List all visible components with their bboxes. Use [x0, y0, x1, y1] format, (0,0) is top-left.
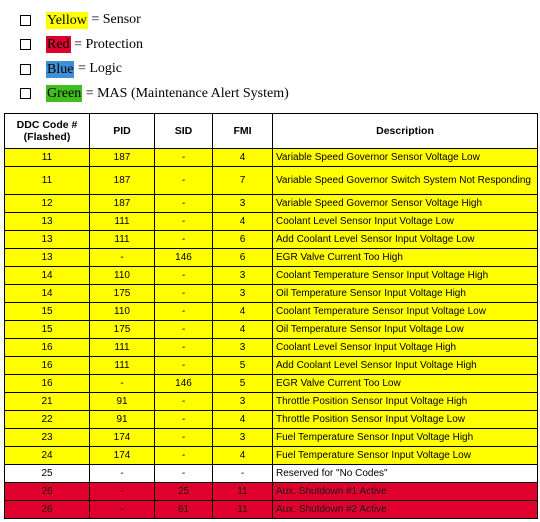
cell-sid: 146	[155, 249, 213, 267]
legend-swatch-red: Red	[47, 37, 70, 53]
header-ddc-code: DDC Code # (Flashed)	[5, 114, 90, 149]
checkbox-icon[interactable]	[20, 88, 31, 99]
cell-fmi: 4	[213, 303, 273, 321]
cell-pid: 91	[90, 393, 155, 411]
header-pid: PID	[90, 114, 155, 149]
table-row	[5, 321, 538, 339]
table-row	[5, 411, 538, 429]
cell-description: Fuel Temperature Sensor Input Voltage High	[273, 429, 538, 447]
cell-ddc-code: 26	[5, 483, 90, 501]
cell-fmi: -	[213, 465, 273, 483]
cell-description: Coolant Level Sensor Input Voltage High	[273, 339, 538, 357]
cell-description: Coolant Temperature Sensor Input Voltage Low	[273, 303, 538, 321]
cell-ddc-code: 16	[5, 375, 90, 393]
header-description: Description	[273, 114, 538, 149]
table-row	[5, 501, 538, 519]
cell-ddc-code: 14	[5, 267, 90, 285]
color-legend	[20, 8, 289, 106]
cell-ddc-code: 21	[5, 393, 90, 411]
cell-ddc-code: 15	[5, 321, 90, 339]
cell-pid: 174	[90, 447, 155, 465]
cell-description: EGR Valve Current Too Low	[273, 375, 538, 393]
table-row	[5, 249, 538, 267]
cell-ddc-code: 24	[5, 447, 90, 465]
cell-sid: -	[155, 465, 213, 483]
cell-description: Variable Speed Governor Sensor Voltage Low	[273, 149, 538, 167]
cell-sid: -	[155, 393, 213, 411]
cell-sid: -	[155, 213, 213, 231]
table-row	[5, 195, 538, 213]
header-fmi: FMI	[213, 114, 273, 149]
cell-ddc-code: 23	[5, 429, 90, 447]
cell-pid: 175	[90, 285, 155, 303]
cell-description: Aux. Shutdown #2 Active	[273, 501, 538, 519]
table-row	[5, 447, 538, 465]
table-row	[5, 357, 538, 375]
cell-fmi: 3	[213, 393, 273, 411]
cell-pid: 174	[90, 429, 155, 447]
cell-sid: 146	[155, 375, 213, 393]
table-row	[5, 375, 538, 393]
checkbox-icon[interactable]	[20, 64, 31, 75]
cell-fmi: 6	[213, 249, 273, 267]
cell-sid: -	[155, 231, 213, 249]
cell-description: Reserved for "No Codes"	[273, 465, 538, 483]
cell-description: EGR Valve Current Too High	[273, 249, 538, 267]
cell-description: Variable Speed Governor Sensor Voltage High	[273, 195, 538, 213]
table-row	[5, 231, 538, 249]
cell-ddc-code: 15	[5, 303, 90, 321]
cell-fmi: 3	[213, 267, 273, 285]
cell-sid: -	[155, 429, 213, 447]
cell-sid: 61	[155, 501, 213, 519]
cell-pid: -	[90, 483, 155, 501]
cell-fmi: 3	[213, 195, 273, 213]
cell-pid: -	[90, 249, 155, 267]
cell-pid: 111	[90, 357, 155, 375]
cell-sid: -	[155, 285, 213, 303]
cell-description: Throttle Position Sensor Input Voltage Low	[273, 411, 538, 429]
cell-pid: 110	[90, 267, 155, 285]
cell-ddc-code: 12	[5, 195, 90, 213]
cell-ddc-code: 13	[5, 249, 90, 267]
cell-pid: -	[90, 465, 155, 483]
cell-sid: -	[155, 357, 213, 375]
table-row	[5, 213, 538, 231]
cell-pid: 111	[90, 339, 155, 357]
cell-pid: -	[90, 501, 155, 519]
table-row	[5, 303, 538, 321]
cell-fmi: 4	[213, 321, 273, 339]
legend-swatch-yellow: Yellow	[47, 12, 87, 28]
cell-fmi: 11	[213, 501, 273, 519]
table-header-row	[5, 114, 538, 149]
cell-description: Fuel Temperature Sensor Input Voltage Low	[273, 447, 538, 465]
cell-ddc-code: 11	[5, 149, 90, 167]
table-row	[5, 167, 538, 195]
checkbox-icon[interactable]	[20, 39, 31, 50]
cell-description: Oil Temperature Sensor Input Voltage Low	[273, 321, 538, 339]
cell-ddc-code: 13	[5, 231, 90, 249]
cell-description: Coolant Temperature Sensor Input Voltage High	[273, 267, 538, 285]
legend-item-blue	[20, 57, 289, 82]
cell-fmi: 6	[213, 231, 273, 249]
cell-sid: -	[155, 195, 213, 213]
cell-fmi: 3	[213, 429, 273, 447]
cell-fmi: 4	[213, 149, 273, 167]
cell-pid: 111	[90, 213, 155, 231]
legend-meaning-mas: = MAS (Maintenance Alert System)	[82, 85, 289, 101]
cell-sid: -	[155, 303, 213, 321]
cell-ddc-code: 26	[5, 501, 90, 519]
legend-swatch-blue: Blue	[47, 61, 74, 77]
cell-description: Oil Temperature Sensor Input Voltage High	[273, 285, 538, 303]
cell-ddc-code: 14	[5, 285, 90, 303]
legend-meaning-sensor: = Sensor	[87, 12, 141, 28]
ddc-code-table	[4, 113, 538, 519]
cell-fmi: 4	[213, 213, 273, 231]
legend-meaning-protection: = Protection	[70, 36, 144, 52]
cell-fmi: 7	[213, 167, 273, 195]
cell-sid: -	[155, 267, 213, 285]
cell-description: Aux. Shutdown #1 Active	[273, 483, 538, 501]
cell-pid: 187	[90, 149, 155, 167]
cell-sid: -	[155, 167, 213, 195]
legend-item-red	[20, 33, 289, 58]
cell-pid: 175	[90, 321, 155, 339]
legend-swatch-green: Green	[47, 86, 82, 102]
cell-pid: 111	[90, 231, 155, 249]
cell-pid: 91	[90, 411, 155, 429]
checkbox-icon[interactable]	[20, 15, 31, 26]
cell-ddc-code: 16	[5, 339, 90, 357]
header-sid: SID	[155, 114, 213, 149]
cell-ddc-code: 13	[5, 213, 90, 231]
cell-fmi: 3	[213, 339, 273, 357]
cell-description: Add Coolant Level Sensor Input Voltage Low	[273, 231, 538, 249]
legend-item-green	[20, 82, 289, 107]
table-row	[5, 429, 538, 447]
cell-ddc-code: 25	[5, 465, 90, 483]
cell-fmi: 5	[213, 375, 273, 393]
cell-pid: 187	[90, 195, 155, 213]
cell-sid: 25	[155, 483, 213, 501]
legend-item-yellow	[20, 8, 289, 33]
cell-ddc-code: 22	[5, 411, 90, 429]
table-row	[5, 393, 538, 411]
cell-fmi: 4	[213, 447, 273, 465]
cell-sid: -	[155, 339, 213, 357]
cell-sid: -	[155, 149, 213, 167]
cell-sid: -	[155, 321, 213, 339]
cell-description: Variable Speed Governor Switch System Not Responding	[273, 167, 538, 195]
cell-ddc-code: 16	[5, 357, 90, 375]
cell-description: Coolant Level Sensor Input Voltage Low	[273, 213, 538, 231]
cell-pid: -	[90, 375, 155, 393]
table-row	[5, 339, 538, 357]
table-row	[5, 483, 538, 501]
cell-pid: 110	[90, 303, 155, 321]
table-row	[5, 149, 538, 167]
cell-pid: 187	[90, 167, 155, 195]
cell-fmi: 4	[213, 411, 273, 429]
cell-fmi: 5	[213, 357, 273, 375]
cell-description: Throttle Position Sensor Input Voltage High	[273, 393, 538, 411]
cell-fmi: 3	[213, 285, 273, 303]
cell-description: Add Coolant Level Sensor Input Voltage High	[273, 357, 538, 375]
table-row	[5, 285, 538, 303]
table-body	[5, 149, 538, 519]
cell-fmi: 11	[213, 483, 273, 501]
table-row	[5, 465, 538, 483]
cell-sid: -	[155, 447, 213, 465]
legend-meaning-logic: = Logic	[74, 61, 123, 77]
cell-ddc-code: 11	[5, 167, 90, 195]
cell-sid: -	[155, 411, 213, 429]
table-row	[5, 267, 538, 285]
